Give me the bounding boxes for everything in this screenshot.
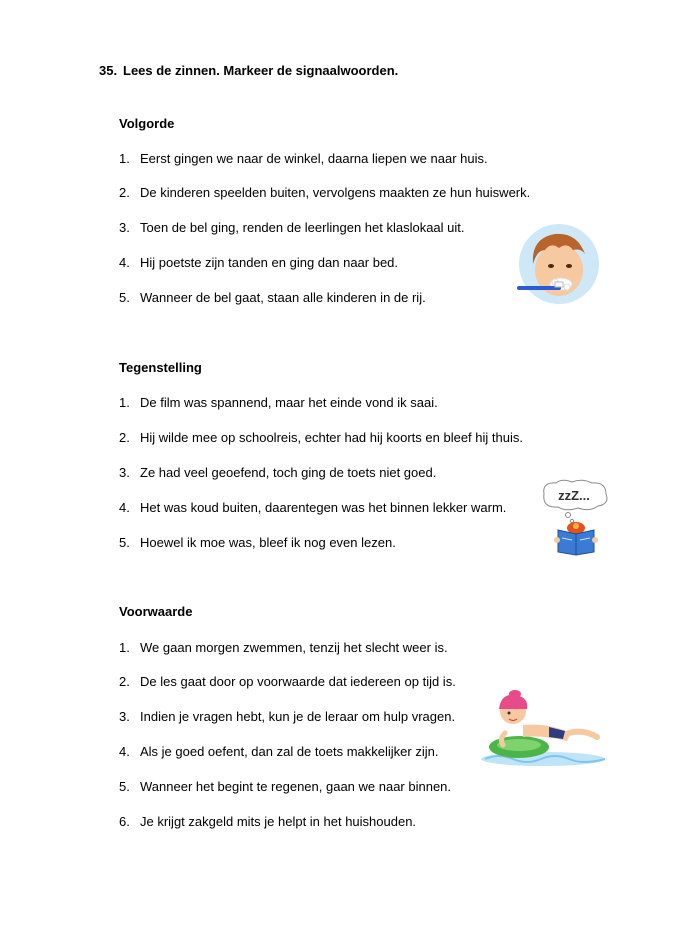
- sleep-bubble-text: zzZ...: [558, 488, 590, 503]
- item-number: 4.: [119, 500, 130, 515]
- list-item: [119, 674, 456, 689]
- item-number: 3.: [119, 220, 130, 235]
- list-item: [119, 255, 398, 270]
- list-item: [119, 535, 396, 550]
- item-text: Het was koud buiten, daarentegen was het binnen lekker warm.: [140, 500, 507, 515]
- item-number: 1.: [119, 151, 130, 166]
- item-text: Eerst gingen we naar de winkel, daarna liepen we naar huis.: [140, 151, 488, 166]
- item-text: Als je goed oefent, dan zal de toets makkelijker zijn.: [140, 744, 439, 759]
- list-item: [119, 500, 506, 515]
- list-item: [119, 709, 455, 724]
- sleeping-reader-icon: [538, 478, 612, 556]
- item-text: Hij poetste zijn tanden en ging dan naar bed.: [140, 255, 399, 270]
- section-heading-tegenstelling: Tegenstelling: [119, 360, 202, 375]
- item-number: 6.: [119, 814, 130, 829]
- item-number: 1.: [119, 640, 130, 655]
- boy-brushing-teeth-icon: [515, 224, 601, 306]
- list-item: [119, 814, 416, 829]
- exercise-title: [99, 63, 398, 78]
- item-text: We gaan morgen zwemmen, tenzij het slecht weer is.: [140, 640, 448, 655]
- item-text: Hoewel ik moe was, bleef ik nog even lezen.: [140, 535, 396, 550]
- list-item: [119, 465, 436, 480]
- item-text: De kinderen speelden buiten, vervolgens maakten ze hun huiswerk.: [140, 185, 531, 200]
- item-number: 5.: [119, 290, 130, 305]
- list-item: [119, 744, 438, 759]
- item-text: De les gaat door op voorwaarde dat iedereen op tijd is.: [140, 674, 456, 689]
- item-number: 5.: [119, 779, 130, 794]
- item-number: 4.: [119, 744, 130, 759]
- item-number: 3.: [119, 465, 130, 480]
- item-text: Indien je vragen hebt, kun je de leraar om hulp vragen.: [140, 709, 456, 724]
- item-number: 2.: [119, 674, 130, 689]
- item-text: Je krijgt zakgeld mits je helpt in het huishouden.: [140, 814, 417, 829]
- list-item: [119, 151, 488, 166]
- list-item: [119, 395, 438, 410]
- item-number: 4.: [119, 255, 130, 270]
- item-text: Toen de bel ging, renden de leerlingen het klaslokaal uit.: [140, 220, 465, 235]
- list-item: [119, 185, 530, 200]
- item-number: 5.: [119, 535, 130, 550]
- list-item: [119, 430, 523, 445]
- section-heading-volgorde: Volgorde: [119, 116, 175, 131]
- list-item: [119, 290, 426, 305]
- list-item: [119, 640, 448, 655]
- exercise-instruction: Lees de zinnen. Markeer de signaalwoorden.: [123, 63, 399, 78]
- item-number: 2.: [119, 185, 130, 200]
- item-text: Wanneer het begint te regenen, gaan we naar binnen.: [140, 779, 452, 794]
- list-item: [119, 220, 465, 235]
- item-number: 2.: [119, 430, 130, 445]
- item-number: 3.: [119, 709, 130, 724]
- item-text: De film was spannend, maar het einde vond ik saai.: [140, 395, 438, 410]
- item-text: Hij wilde mee op schoolreis, echter had hij koorts en bleef hij thuis.: [140, 430, 523, 445]
- item-number: 1.: [119, 395, 130, 410]
- exercise-number: 35.: [99, 63, 118, 78]
- item-text: Wanneer de bel gaat, staan alle kinderen in de rij.: [140, 290, 426, 305]
- swimmer-on-float-icon: [479, 689, 611, 769]
- section-heading-voorwaarde: Voorwaarde: [119, 604, 193, 619]
- list-item: [119, 779, 451, 794]
- item-text: Ze had veel geoefend, toch ging de toets niet goed.: [140, 465, 437, 480]
